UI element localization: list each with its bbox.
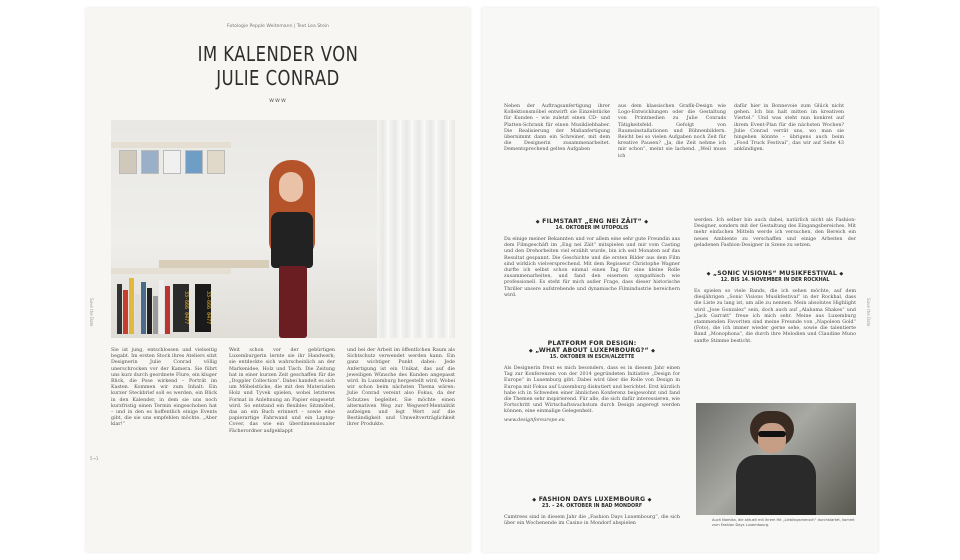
desk — [159, 260, 269, 268]
poster-sign: 33-666 0477 — [195, 284, 211, 332]
section-heading: ◆ FASHION DAYS LUXEMBOURG ◆ — [532, 496, 652, 503]
man-face — [758, 423, 786, 453]
section-text: Als Designerin freut es mich besonders, dass es in diesem Jahr einen Tag zur Konferenzen von der 2014 gegründeten Initiative „Design for Europe“ in Luxemburg gibt. Dabei wird über die Rolle von Design in Europa mit Fokus auf Luxemburg diskutiert und berichtet. Erst kürzlich habe ich in Schweden einer ähnlichen Konferenz beigewohnt und fand die Themen sehr inspirierend. Für alle, die sich dafür interessieren, wie Fortschritt und Wirtschaftswachstum durch Design angeregt werden können, eine einmalige Gelegenheit. — [504, 366, 680, 415]
diamond-icon: ◆ — [528, 348, 533, 354]
section-filmstart — [504, 218, 680, 299]
diamond-icon: ◆ — [532, 497, 537, 503]
section-heading: PLATFORM FOR DESIGN: — [547, 340, 637, 347]
section-text: Da einige meiner Bekannten und vor allem eine sehr gute Freundin aus dem Filmgeschäft im „Eng nei Zäit“ mitspielen und mir vom Casting und den Drehorbeiten viel erzählt wurde, bin ich seit Monaten auf das Resultat gespannt. Die Geschichte und die ersten Bilder aus dem Film sind wirklich vielversprechend. Mit dem Regisseur Christophe Wagner durfte ich selbst schon einmal einen Tag für eine kleine Rolle zusammenarbeiten, und fand den eisernen sympathisch wie professionell. Es steht für mich außer Frage, dass dieser historische Thriller unsere aufstrebende und dynamische Filmindustrie bereichern wird. — [504, 237, 680, 298]
column-2: Weit schon vor der gebürtigen Luxemburgerin lernte sie ihr Handwerk; sie entdeckte sich wahrscheinlich an der Markenidee, Holz und Tisch. Die Zeitung hat in einer kurzen Zeit geschaffen für die „Doppler Collection“. Dabei handelt es sich um Möbelstücke, die mit den Materialien Holz und Tyvek spielen, wobei letzteres Format in Anlehnung an Papier eingesetzt wird. So entstand ein flexibles Sitzmöbel, das an ein Buch erinnert – sowie eine papierartige Fahrwand und ein Laptop-Cover, das wie ein überdimensionaler Fächerordner aufgeklappt — [229, 348, 335, 434]
section-heading-2: ◆ „WHAT ABOUT LUXEMBOURG?“ ◆ — [528, 347, 656, 354]
title-line-1: IM KALENDER VON — [197, 42, 359, 66]
section-fashion — [504, 496, 680, 527]
side-tag: Save the Date — [89, 298, 94, 327]
right-column-text: werden. Ich selber bin auch dabei, natürlich nicht als Fashion-Designer, sondern mit der Gestaltung des Eingangsbereiches. Mit mehr einfachen Mitteln werde ich versuchen, den Bereich ein neues Ambiente zu verschaffen und einige Arbeiten der geladenen Fashion-Designer in Szene zu setzen. — [694, 218, 856, 248]
column-3: und bei der Arbeit im öffentlichen Raum als Sichtschutz verwendet werden kann. Ein ganz wichtiger Punkt dabei: Jede Anfertigung ist ein Unikat, das auf die jeweiligen Wünsche des Kunden angepasst wird. In Luxemburg hergestellt wird, Wobei wir schon beim nächsten Thema wären: Julie Conrad vereint also Fokus, da der Schutzes begleitet. Sie möchte einen alternativen Weg zur Wegwerf-Mentalität aufzeigen und legt Wert auf die Beständigkeit und Umweltverträglichkeit ihrer Produkte. — [347, 348, 455, 428]
diamond-icon: ◆ — [644, 219, 649, 225]
top-column-1: Neben der Auftragsanfertigung ihrer Kollektionsmöbel entwirft sie Einzelstücke für Kunden – wie zuletzt einen CD- und Platten-Schrank für einen Musikliebhaber. Die Realisierung der Maßanfertigung übernimmt dann ein Schreiner, mit dem die Designerin zusammenarbeitet. Dementsprechend gelten Aufgaben — [504, 104, 610, 153]
picture-frame — [141, 150, 159, 174]
diamond-icon: ◆ — [706, 271, 711, 277]
left-page — [86, 8, 470, 552]
section-heading: ◆ „SONIC VISIONS“ MUSIKFESTIVAL ◆ — [706, 270, 844, 277]
diamond-icon: ◆ — [647, 497, 652, 503]
man-jacket — [736, 455, 816, 515]
side-tag: Save the Date — [866, 298, 871, 327]
top-column-3: dafür hier in Bonnevoie zum Glück nicht gehen. Ich bin halt mitten im kreativen Viertel.“ Und was steht nun konkret auf ihrem Event-Plan für die nächsten Wochen? Julie Conrad verrät uns, wo man sie hingehen könnte – übrigens auch beim „Food Truck Festival“, das wir auf Seite 43 ankündigen. — [734, 104, 844, 153]
title-line-2: JULIE CONRAD — [216, 66, 340, 90]
section-date: 23. – 24. OKTOBER IN BAD MONDORF — [541, 504, 643, 509]
diamond-icon: ◆ — [535, 219, 540, 225]
diamond-icon: ◆ — [839, 271, 844, 277]
section-date: 14. OKTOBER IM UTOPOLIS — [555, 226, 629, 231]
photo-caption: Auch Namika, die aktuell mit ihrem Hit „Lieblingsmensch“ durchstartet, kommt zum Fashion Days Luxembourg. — [712, 518, 855, 527]
picture-frame — [163, 150, 181, 174]
musician-photo — [696, 403, 856, 515]
section-date: 12. BIS 14. NOVEMBER IN DER ROCKHAL — [720, 278, 830, 283]
right-page — [482, 8, 878, 552]
section-design — [504, 340, 680, 424]
curtain — [377, 120, 455, 338]
woman-face — [279, 172, 303, 202]
woman-legs — [279, 266, 307, 338]
sunglasses — [758, 431, 786, 437]
section-date: 15. OKTOBER IN ESCH/ALZETTE — [549, 355, 635, 360]
diamond-icon: ◆ — [651, 348, 656, 354]
photo-credit: Fotologie Pepple Weitemann | Text Lea Stein — [227, 24, 329, 29]
design-link[interactable]: www.designforeurope.eu — [504, 417, 565, 423]
section-text: Es spielen so viele Bands, die ich sehen möchte, auf dem diesjährigen „Sonic Visions Musikfestival“ in der Rockhal, dass die Liste zu lang ist, um alle zu nennen. Mein absolutes Highlight wird „Jose Gonzalez“ sein, doch auch auf „Alabama Shakes“ und „Jack Garratt“ freue ich mich sehr. Meine aus Luxemburg stammenden Favoriten sind meine Freunde von „Napoleon Gold“ (Foto), die ich immer wieder gerne sehe, sowie die talentierte Band „Monophona“, die durch ihre Melodien und Claudine Muno sanfte Stimme besticht. — [694, 289, 856, 344]
article-title — [121, 42, 436, 90]
poster-sign: 33-666 0477 — [173, 284, 189, 332]
top-column-2: aus dem klassischen Grafik-Design wie Logo-Entwicklungen oder die Gestaltung von Printmedien zu Julie Conrads Tätigkeitsfeld. Gefolgt von Raumsinstallationen und Bühnenbildern. Reicht bei so vielen Aufgaben noch Zeit für kreative Pausen? „Ja, die Zeit nehme ich mir schon“, meint sie lachend. „Weil muss ich — [618, 104, 726, 159]
section-sonic — [694, 270, 856, 345]
section-text: Camtrees sind in diesem Jahr die „Fashion Days Luxembourg“, die sich über ein Wochenende im Casino in Mondorf abspielen — [504, 515, 680, 527]
section-heading: ◆ FILMSTART „ENG NEI ZÄIT“ ◆ — [535, 218, 649, 225]
picture-frame — [119, 150, 137, 174]
woman-top — [271, 212, 313, 268]
www-mark: www — [269, 97, 287, 104]
shelf-top — [111, 142, 231, 148]
portrait-photo — [111, 120, 455, 338]
picture-frame — [207, 150, 225, 174]
page-number: 5→1 — [90, 456, 99, 461]
picture-frame — [185, 150, 203, 174]
column-1: Sie ist jung, entschlossen und vielseitig begabt. Im ersten Stock ihres Ateliers sitzt Designerin Julie Conrad völlig unerschrocken vor der Kamera. Sie führt uns kurz durch geordnete Flure, ein kluger Blick, die Pose wirkend – Porträt im Kasten. Kommen wir zum Inhalt: Ein kurzer Steckbrief soll es werden, ein Blick in den Kalender, in dem sie uns noch kurzfristig einen Termin eingeschoben hat – und in den es hoffentlich einige Events gibt, die sie uns empfehlen möchte. „Aber klar!“ — [111, 348, 217, 428]
